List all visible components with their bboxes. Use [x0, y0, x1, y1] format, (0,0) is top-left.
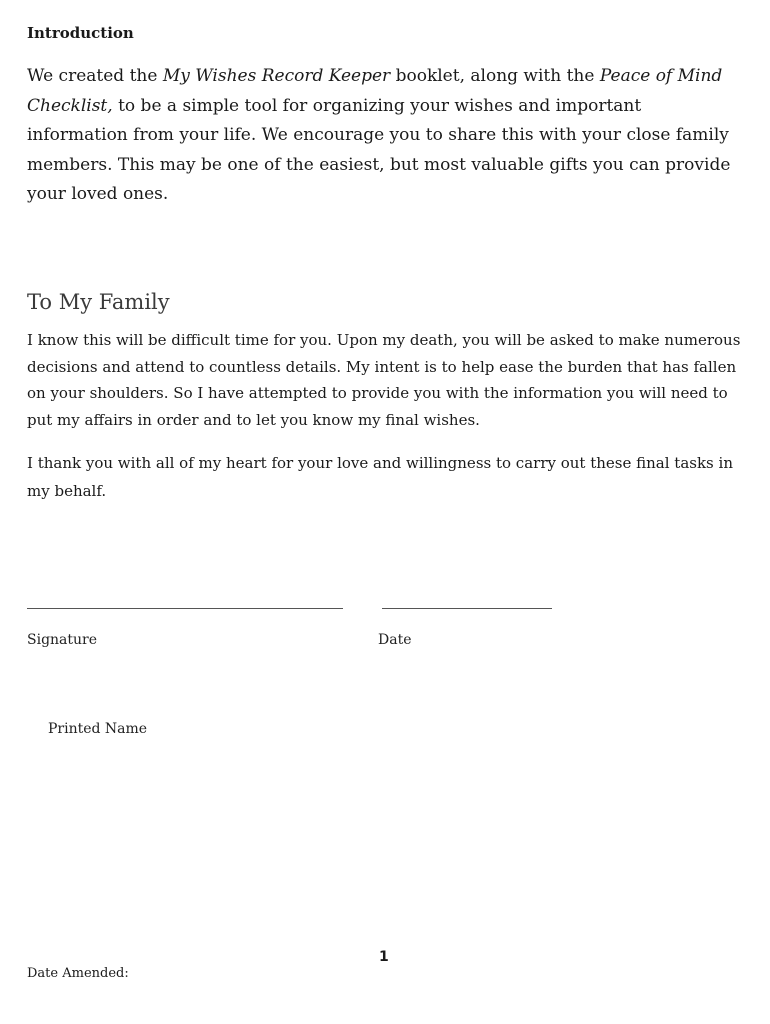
family-paragraph-1: I know this will be difficult time for you. Upon my death, you will be asked to make numerous decisions and attend to countless details. My intent is to help ease the burden that has fallen on your shoulders. So I have attempted to provide you with the information you will need to put my affairs in order and to let you know my final wishes.	[27, 331, 741, 429]
date-amended-label: Date Amended:	[27, 966, 129, 981]
checklist-title: Peace of Mind Checklist,	[27, 66, 723, 116]
date-line[interactable]	[382, 608, 552, 609]
introduction-heading: Introduction	[27, 24, 134, 42]
to-my-family-heading: To My Family	[27, 290, 170, 314]
intro-text-1: We created the	[27, 66, 163, 86]
printed-name-label: Printed Name	[48, 721, 148, 737]
booklet-title: My Wishes Record Keeper	[162, 66, 391, 86]
family-paragraph-2: I thank you with all of my heart for your love and willingness to carry out these final tasks in my behalf.	[27, 454, 733, 500]
signature-label: Signature	[27, 632, 98, 648]
introduction-paragraph	[27, 62, 747, 210]
page-number: 1	[379, 949, 389, 965]
signature-line[interactable]	[27, 608, 343, 609]
date-label: Date	[378, 632, 412, 648]
intro-text-2: booklet, along with the	[390, 66, 600, 86]
intro-text-3: to be a simple tool for organizing your wishes and important information from your life. We encourage you to share this with your close family members. This may be one of the easiest, but most valuable gifts you can provide your loved ones.	[27, 95, 731, 204]
